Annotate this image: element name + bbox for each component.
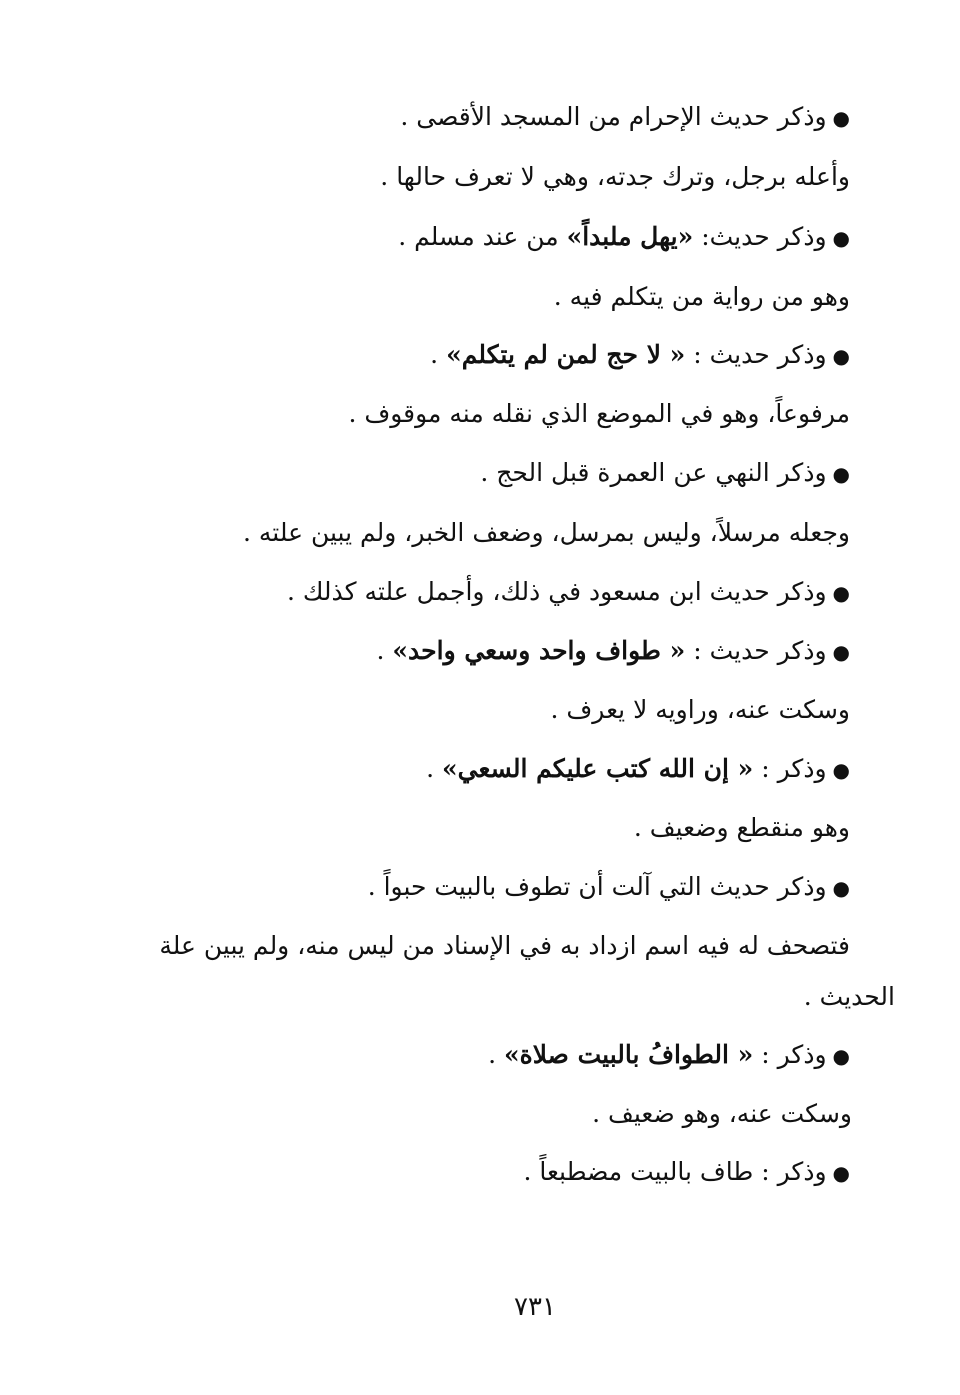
entry-line-7: [480, 456, 850, 491]
comment-line-16: [804, 980, 895, 1014]
comment-text: وهو من رواية من يتكلم فيه .: [553, 282, 850, 311]
entry-prefix: وذكر حديث :: [693, 340, 827, 369]
entry-line-1: [400, 100, 850, 135]
bullet-icon: ●: [832, 1161, 850, 1185]
entry-prefix: وذكر :: [761, 754, 827, 783]
comment-text: مرفوعاً، وهو في الموضع الذي نقله منه موقوف .: [348, 399, 850, 428]
entry-text: وذكر حديث التي آلت أن تطوف بالبيت حبواً .: [367, 872, 827, 901]
bullet-icon: ●: [832, 581, 850, 605]
bullet-icon: ●: [832, 876, 850, 900]
comment-line-15: [75, 929, 850, 963]
bullet-icon: ●: [832, 106, 850, 130]
entry-text: وذكر : طاف بالبيت مضطبعاً .: [523, 1157, 827, 1186]
entry-text: وذكر حديث الإحرام من المسجد الأقصى .: [400, 102, 827, 131]
entry-line-19: [523, 1155, 850, 1190]
hadith-quote: «يهل ملبداً»: [566, 222, 694, 251]
entry-line-17: [488, 1038, 850, 1073]
entry-prefix: وذكر حديث:: [701, 222, 827, 251]
entry-suffix: من عند مسلم .: [398, 222, 559, 251]
entry-line-9: [287, 575, 850, 610]
hadith-quote: « طواف واحد وسعي واحد»: [392, 636, 686, 665]
entry-suffix: .: [430, 340, 439, 369]
comment-line-18: [592, 1097, 852, 1131]
comment-line-13: [634, 811, 850, 845]
entry-line-14: [368, 870, 850, 905]
comment-line-6: [348, 397, 850, 431]
bullet-icon: ●: [832, 226, 850, 250]
entry-prefix: وذكر حديث :: [693, 636, 827, 665]
entry-line-5: [430, 338, 850, 373]
comment-text: الحديث .: [803, 982, 895, 1011]
bullet-icon: ●: [832, 462, 850, 486]
entry-prefix: وذكر :: [761, 1040, 827, 1069]
entry-line-3: [398, 220, 850, 255]
comment-line-4: [554, 280, 850, 314]
bullet-icon: ●: [832, 344, 850, 368]
comment-line-11: [551, 693, 851, 727]
entry-suffix: .: [376, 636, 385, 665]
entry-suffix: .: [488, 1040, 497, 1069]
entry-line-12: [426, 752, 850, 787]
page-number: ٧٣١: [514, 1292, 556, 1322]
bullet-icon: ●: [832, 640, 850, 664]
comment-text: وسكت عنه، وهو ضعيف .: [592, 1099, 852, 1128]
bullet-icon: ●: [832, 1044, 850, 1068]
comment-text: وهو منقطع وضعيف .: [633, 813, 850, 842]
comment-text: فتصحف له فيه اسم ازداد به في الإسناد من ليس منه، ولم يبين علة: [159, 931, 850, 960]
hadith-quote: « إن الله كتب عليكم السعي»: [442, 754, 754, 783]
bullet-icon: ●: [832, 758, 850, 782]
comment-text: وجعله مرسلاً، وليس بمرسل، وضعف الخبر، ولم يبين علته .: [242, 518, 850, 547]
hadith-quote: « لا حج لمن لم يتكلم»: [446, 340, 686, 369]
comment-text: وأعله برجل، وترك جدته، وهي لا تعرف حالها .: [380, 162, 850, 191]
comment-line-8: [243, 516, 850, 550]
comment-text: وسكت عنه، وراويه لا يعرف .: [550, 695, 850, 724]
entry-line-10: [377, 634, 850, 669]
entry-text: وذكر حديث ابن مسعود في ذلك، وأجمل علته كذلك .: [286, 577, 827, 606]
entry-suffix: .: [426, 754, 435, 783]
hadith-quote: « الطوافُ بالبيت صلاة»: [504, 1040, 754, 1069]
comment-line-2: [380, 160, 850, 194]
entry-text: وذكر النهي عن العمرة قبل الحج .: [480, 458, 827, 487]
